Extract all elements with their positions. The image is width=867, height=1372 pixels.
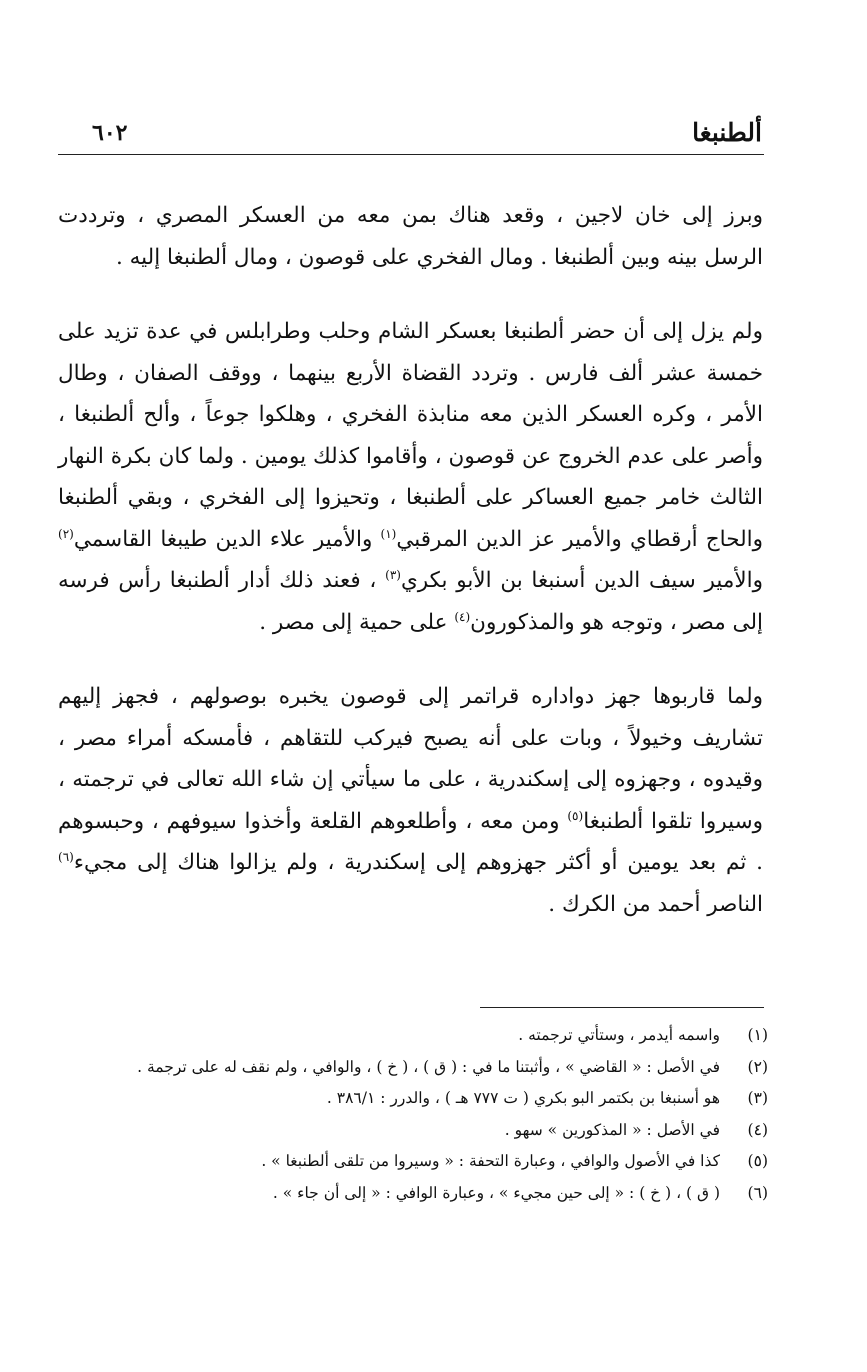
footnote-number: (٤) [747,1120,768,1139]
footnote-marker: (١) [380,526,397,541]
paragraph-text: على حمية إلى مصر . [259,609,455,635]
footnote-4 [100,1115,768,1147]
page-number: ٦٠٢ [92,120,128,146]
page-header [58,118,764,155]
paragraph-text: ولم يزل إلى أن حضر ألطنبغا بعسكر الشام وحلب وطرابلس في عدة تزيد على خمسة عشر ألف فارس . وتردد القضاة الأربع بينهما ، ووقف الصفان ، وطال الأمر ، وكره العسكر الذين معه منابذة الفخري ، وهلكوا جوعاً ، وألح ألطنبغا ، وأصر على عدم الخروج عن قوصون ، وأقاموا كذلك يومين . ولما كان بكرة النهار الثالث خامر جميع العساكر على ألطنبغا ، وتحيزوا إلى الفخري ، وبقي ألطنبغا والحاج أرقطاي والأمير عز الدين المرقبي [58,319,763,552]
paragraph-2 [58,311,763,643]
footnote-text: ( ق ) ، ( خ ) : « إلى حين مجيء » ، وعبارة الوافي : « إلى أن جاء » . [272,1183,720,1202]
paragraph-1 [58,195,763,278]
footnote-number: (٦) [747,1183,768,1202]
footnote-text: في الأصل : « القاضي » ، وأثبتنا ما في : ( ق ) ، ( خ ) ، والوافي ، ولم نقف له على ترجمة . [137,1057,720,1076]
paragraph-text: ، فعند ذلك أدار ألطنبغا رأس فرسه إلى مصر ، وتوجه هو والمذكورون [58,568,763,635]
footnote-number: (٥) [747,1152,768,1170]
paragraph-text: ولما قاربوها جهز دواداره قراتمر إلى قوصون يخبره بوصولهم ، فجهز إليهم تشاريف وخيولاً ، وبات على أنه يصبح فيركب للتقاهم ، فأمسكه أمراء مصر ، وقيدوه ، وجهزوه إلى إسكندرية ، على ما سيأتي إن شاء الله تعالى في ترجمته ، وسيروا تلقوا ألطنبغا [58,684,764,834]
footnote-marker: (٢) [58,526,74,541]
footnote-text: واسمه أيدمر ، وستأتي ترجمته . [518,1026,720,1044]
footnote-number: (١) [747,1026,768,1044]
footnote-marker: (٥) [567,808,584,823]
footnote-2 [100,1052,768,1084]
paragraph-text: وبرز إلى خان لاجين ، وقعد هناك بمن معه من العسكر المصري ، وترددت الرسل بينه وبين ألطنبغا . ومال الفخري على قوصون ، ومال ألطنبغا إليه . [58,203,763,270]
running-title: ألطنبغا [692,118,762,147]
footnote-number: (٢) [747,1057,768,1076]
footnote-1 [100,1020,768,1052]
footnote-number: (٣) [747,1089,768,1107]
paragraph-text: ومن معه ، وأطلعوهم القلعة وأخذوا سيوفهم ، وحبسوهم . ثم بعد يومين أو أكثر جهزوهم إلى إسكندرية ، ولم يزالوا هناك إلى مجيء [58,808,763,875]
paragraph-3 [58,676,763,925]
paragraph-text: الناصر أحمد من الكرك . [548,891,763,917]
paragraph-text: والأمير سيف الدين أسنبغا بن الأبو بكري [400,568,763,593]
footnote-text: كذا في الأصول والوافي ، وعبارة التحفة : « وسيروا من تلقى ألطنبغا » . [261,1152,720,1170]
footnote-marker: (٤) [454,609,471,624]
footnote-separator [480,1007,764,1008]
footnote-text: هو أسنبغا بن بكتمر البو بكري ( ت ٧٧٧ هـ ) ، والدرر : ٣٨٦/١ . [326,1089,720,1107]
footnote-6 [100,1178,768,1210]
footnote-marker: (٦) [58,849,74,864]
main-text [58,195,763,958]
paragraph-text: والأمير علاء الدين طيبغا القاسمي [73,526,381,552]
footnote-3 [100,1083,768,1115]
footnotes [100,1020,768,1209]
footnote-marker: (٣) [385,567,401,582]
footnote-text: في الأصل : « المذكورين » سهو . [504,1120,720,1139]
footnote-5 [100,1146,768,1178]
